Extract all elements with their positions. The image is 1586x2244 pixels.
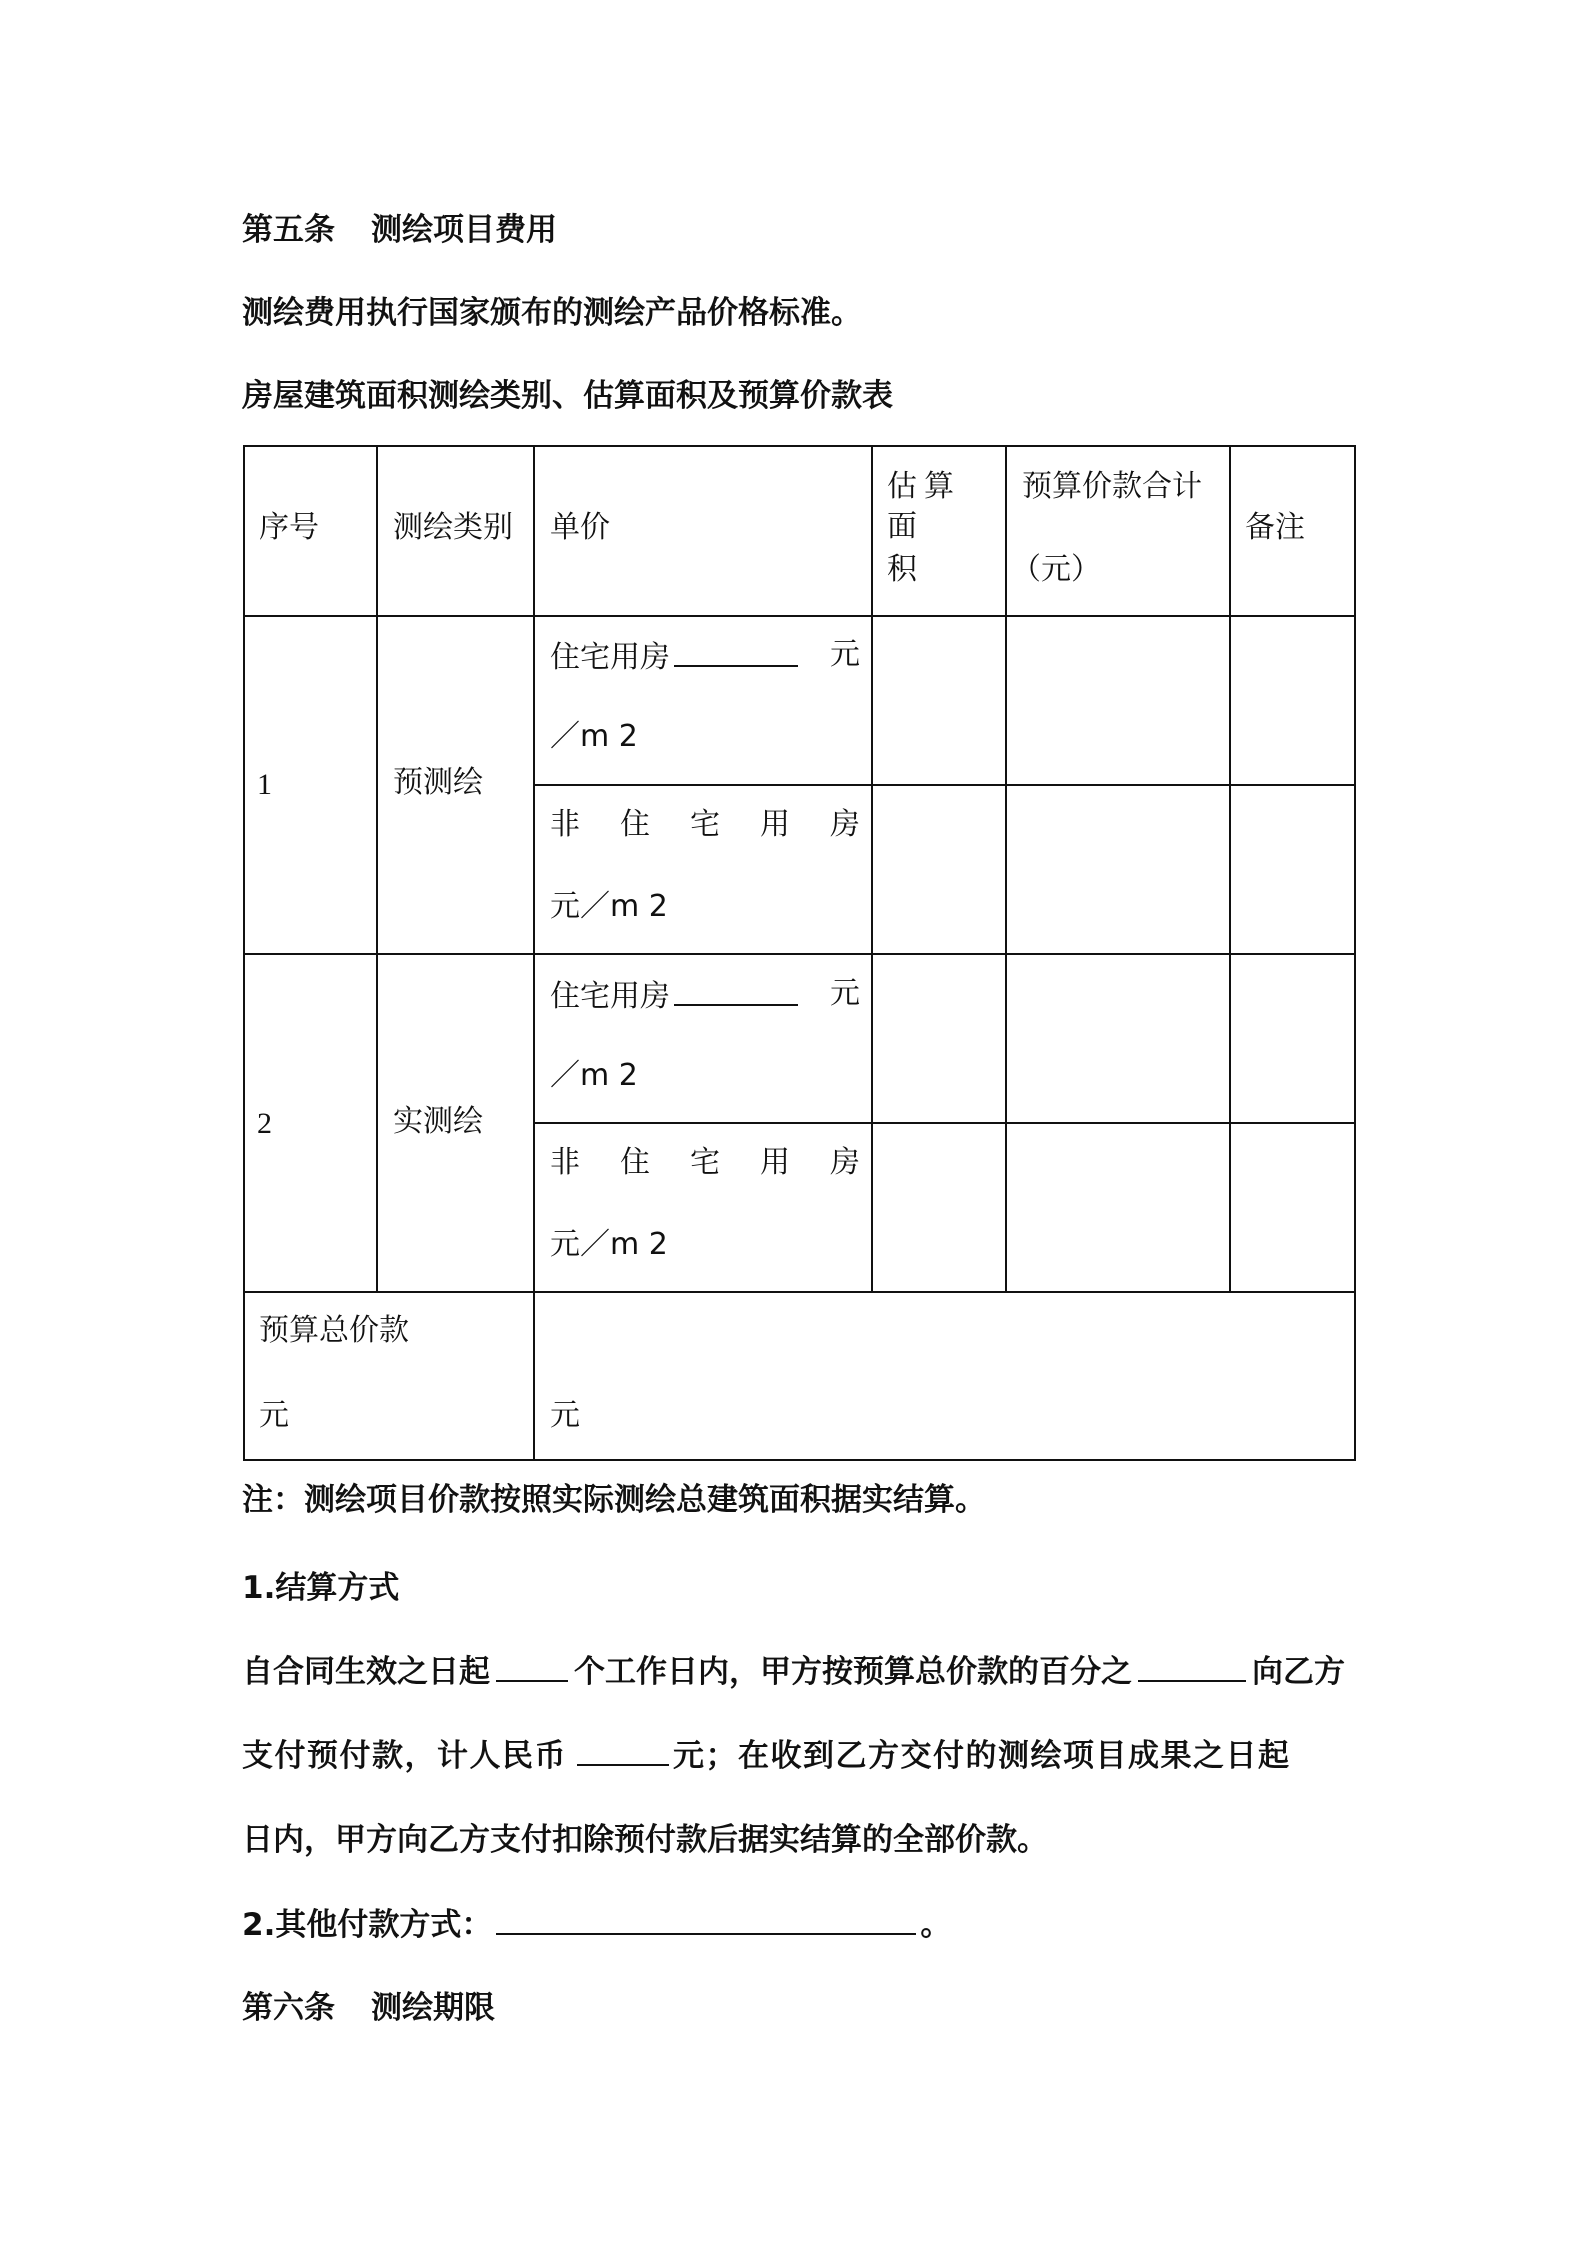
- total-unit-left: 元: [259, 1398, 289, 1433]
- fee-table: [243, 445, 1356, 1461]
- header-est-area-line1: [887, 467, 993, 547]
- row1-residential-price: [550, 635, 860, 678]
- row1-nonresidential-unit: 元／m 2: [550, 889, 668, 924]
- row2-residential-label: 住宅用房: [550, 979, 670, 1014]
- row2-nonresidential-label: 非 住 宅 用 房: [550, 1145, 860, 1180]
- settlement-line-1: 自合同生效之日起 个工作日内，甲方按预算总价款的百分之 向乙方: [242, 1650, 1345, 1694]
- other-payment: 2.其他付款方式： 。: [242, 1903, 951, 1947]
- settlement-heading: 1.结算方式: [242, 1570, 400, 1606]
- article-5-label: 第五条: [242, 212, 335, 248]
- header-est-area: 估算面: [887, 469, 961, 544]
- workdays-blank[interactable]: [496, 1650, 568, 1682]
- row1-nonresidential-label: 非 住 宅 用 房: [550, 807, 860, 842]
- header-unit-price: 单价: [550, 510, 610, 545]
- row2-residential-price: [550, 974, 860, 1017]
- row2-residential-blank[interactable]: [674, 974, 798, 1006]
- row2-category: 实测绘: [393, 1104, 483, 1139]
- row1-residential-blank[interactable]: [674, 635, 798, 667]
- article-5-title: 测绘项目费用: [371, 212, 557, 248]
- header-budget-line1: 预算价款合计: [1022, 469, 1202, 504]
- prepay-amount-blank[interactable]: [577, 1734, 669, 1766]
- paragraph-standard: 测绘费用执行国家颁布的测绘产品价格标准。: [242, 295, 862, 331]
- header-est-area-line2: 积: [887, 552, 917, 587]
- row2-residential-unit-b: ／m 2: [550, 1058, 638, 1093]
- header-remarks: 备注: [1245, 510, 1305, 545]
- percent-blank[interactable]: [1138, 1650, 1246, 1682]
- article-6-label: 第六条: [242, 1990, 335, 2026]
- row1-residential-label: 住宅用房: [550, 640, 670, 675]
- header-budget-line2: （元）: [1011, 552, 1101, 587]
- table-caption: 房屋建筑面积测绘类别、估算面积及预算价款表: [242, 378, 893, 414]
- settlement-line-3: 日内，甲方向乙方支付扣除预付款后据实结算的全部价款。: [242, 1822, 1048, 1858]
- article-6-heading: [242, 1986, 495, 2030]
- other-payment-label: 2.其他付款方式：: [242, 1907, 493, 1943]
- header-category: 测绘类别: [393, 510, 513, 545]
- row2-nonresidential-unit: 元／m 2: [550, 1227, 668, 1262]
- settlement-line-2: 支付预付款，计人民币 元；在收到乙方交付的测绘项目成果之日起: [242, 1734, 1291, 1778]
- row1-residential-unit-a: 元: [830, 637, 860, 672]
- total-label: 预算总价款: [259, 1313, 409, 1348]
- row2-seq: 2: [257, 1107, 272, 1140]
- row1-category: 预测绘: [393, 765, 483, 800]
- total-unit-right: 元: [550, 1398, 580, 1433]
- row2-residential-unit-a: 元: [830, 976, 860, 1011]
- table-note: 注：测绘项目价款按照实际测绘总建筑面积据实结算。: [242, 1482, 986, 1518]
- header-seq: 序号: [259, 510, 319, 545]
- article-5-heading: [242, 208, 557, 252]
- row1-residential-unit-b: ／m 2: [550, 719, 638, 754]
- other-payment-blank[interactable]: [496, 1903, 916, 1935]
- row1-seq: 1: [257, 768, 272, 801]
- article-6-title: 测绘期限: [371, 1990, 495, 2026]
